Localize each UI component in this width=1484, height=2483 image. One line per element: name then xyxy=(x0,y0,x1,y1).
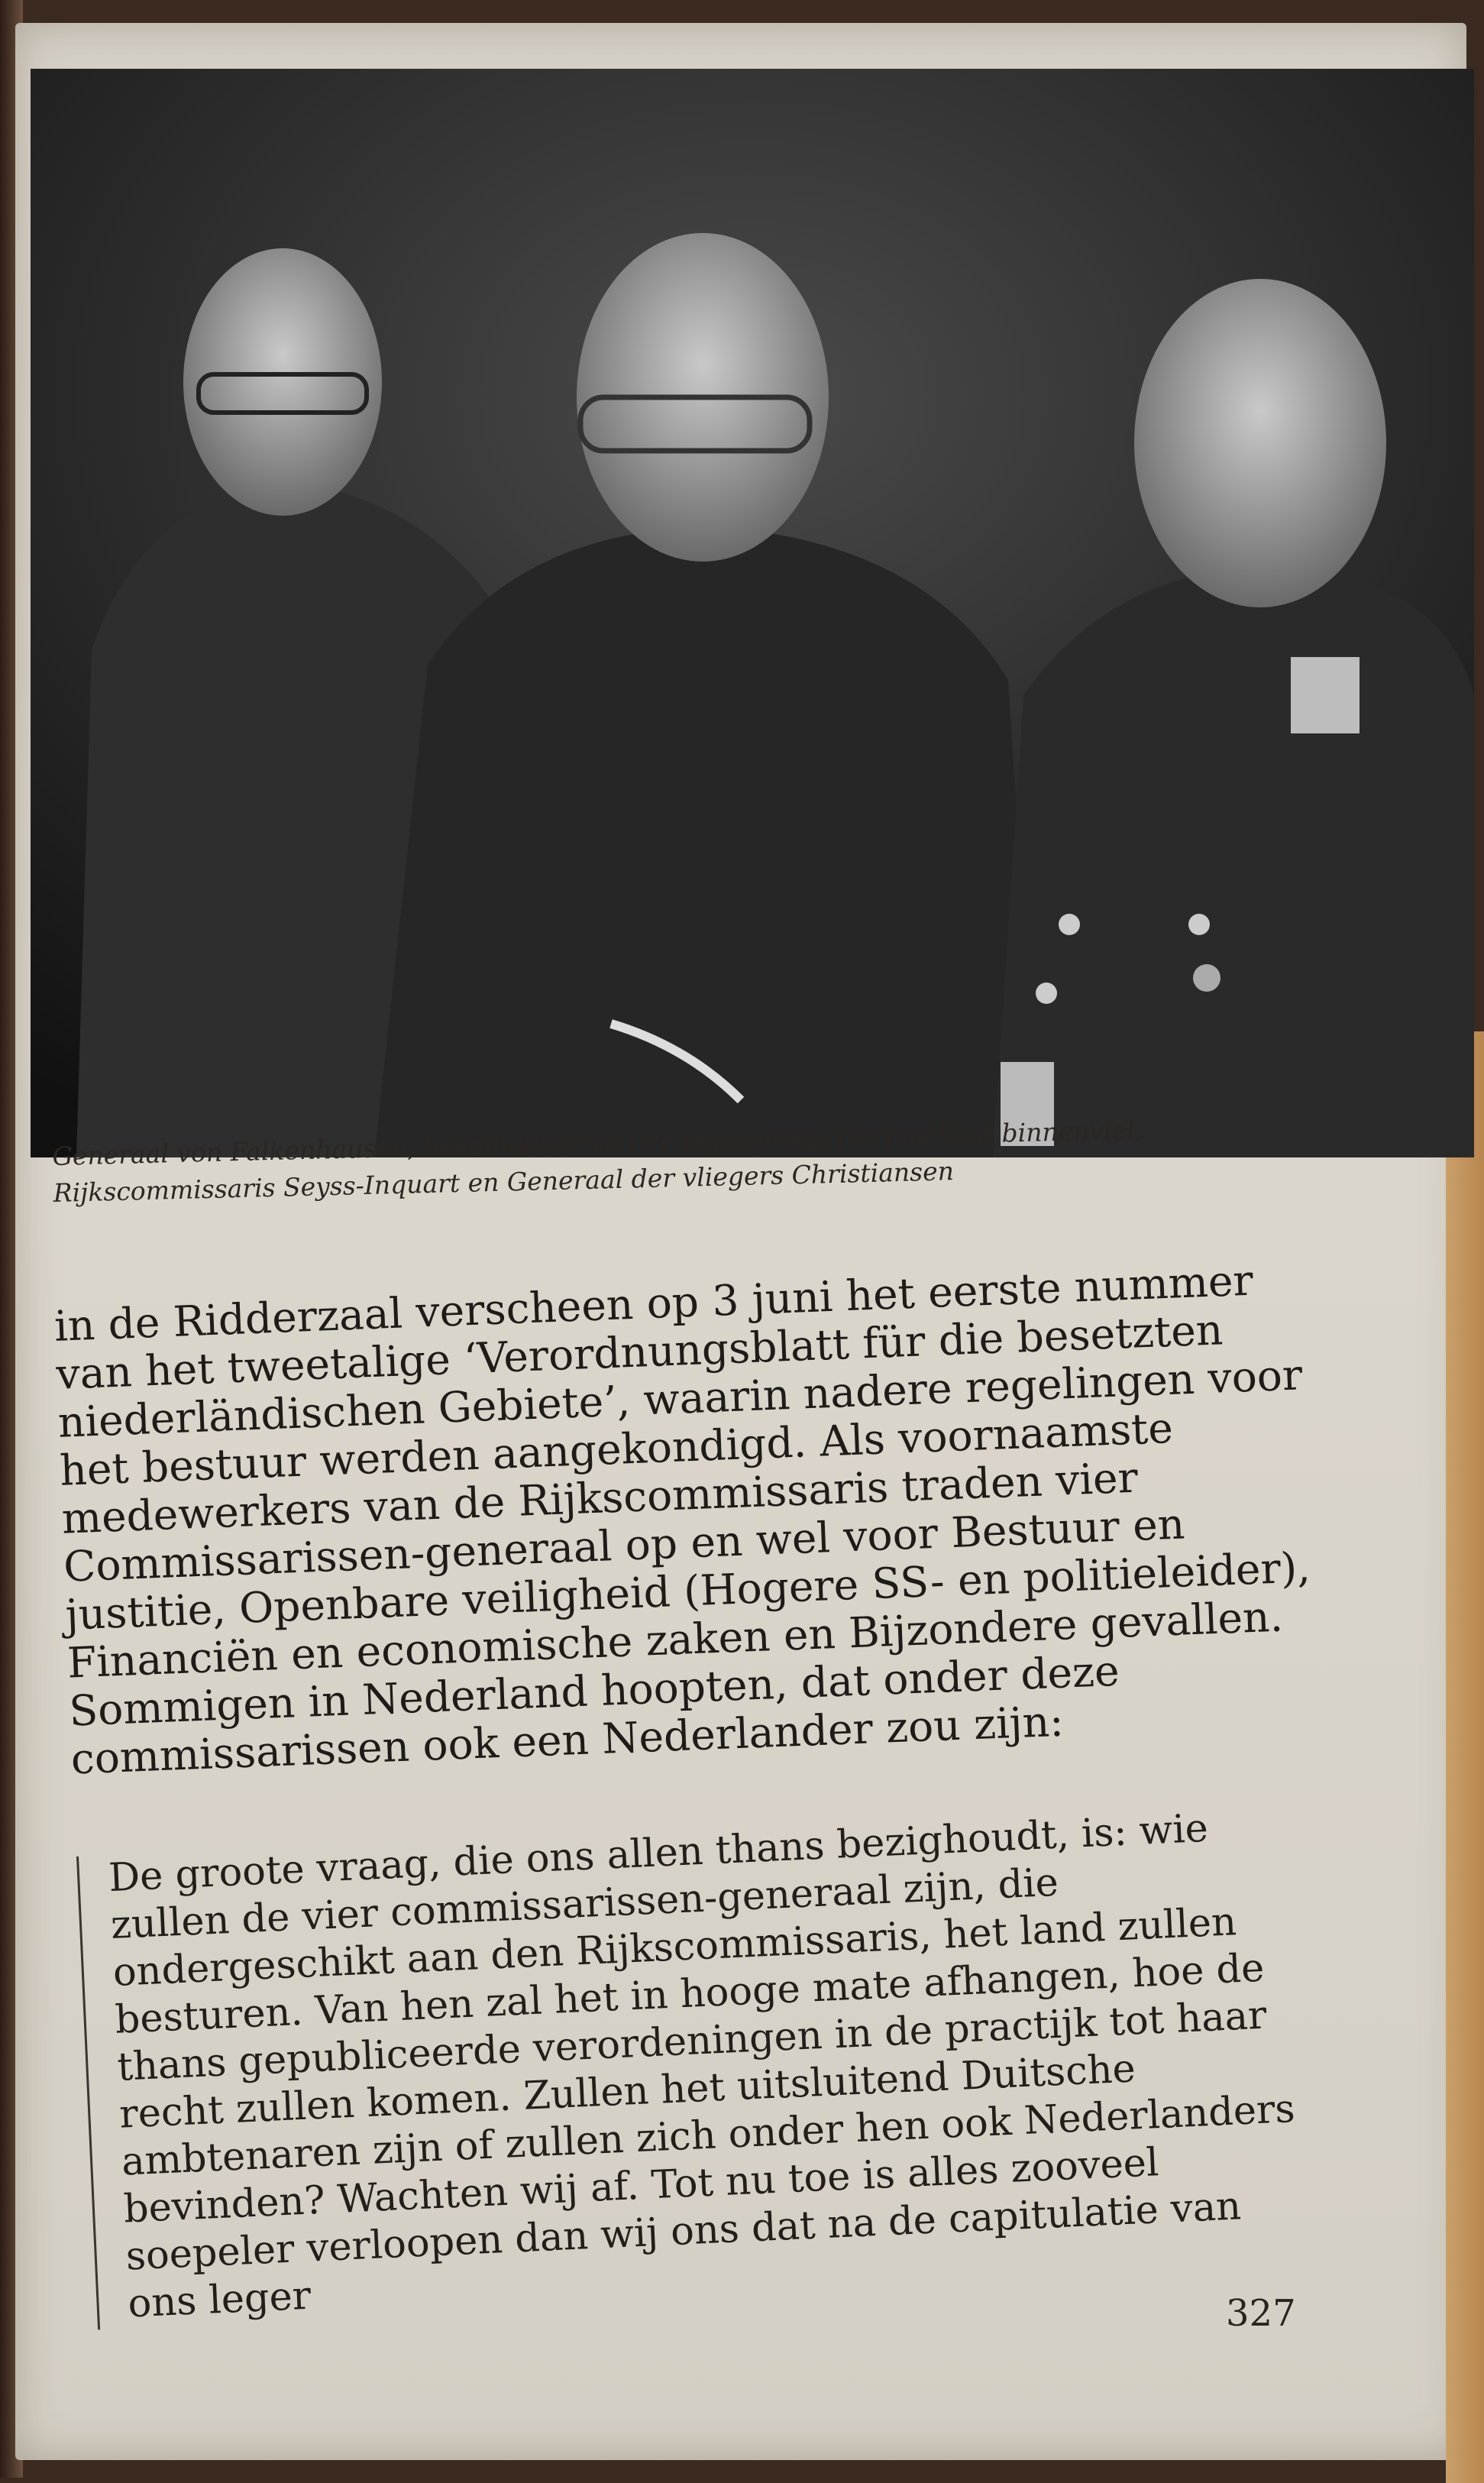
paragraph-text: in de Ridderzaal verscheen op 3 juni het eerste nummer van het tweetalige ‘Verordnungsblatt für die besetzten niederländischen Gebiete’, waarin nadere regelingen voor het bestuur werden aangekondigd. Als voornaamste medewerkers van de Rijkscommissaris traden vier Commissarissen-generaal op en wel voor Bestuur en justitie, Openbare veiligheid (Hogere SS- en politieleider), Financiën en economische zaken en Bijzondere gevallen. Sommigen in Nederland hoopten, dat onder deze commissarissen ook een Nederlander zou zijn: xyxy=(53,1255,1311,1784)
photograph xyxy=(31,69,1474,1157)
block-quote xyxy=(76,1801,1319,2329)
quote-text: De groote vraag, die ons allen thans bezighoudt, is: wie zullen de vier commissarissen-generaal zijn, die ondergeschikt aan den Rijkscommissaris, het land zullen besturen. Van hen zal het in hooge mate afhangen, hoe de thans gepubliceerde verordeningen in de practijk tot haar recht zullen komen. Zullen het uitsluitend Duitsche ambtenaren zijn of zullen zich onder hen ook Nederlanders bevinden? Wachten wij af. Tot nu toe is alles zooveel soepeler verloopen dan wij ons dat na de capitulatie van ons leger xyxy=(108,1805,1296,2327)
middle-figure xyxy=(374,527,1039,1157)
page-number: 327 xyxy=(1226,2292,1296,2335)
photograph-icon xyxy=(31,69,1474,1157)
photo-caption: Generaal von Falkenhausen, bevelhebber van de legergroep, die ons land binnenviel, Rijkscommissaris Seyss-Inquart en Generaal der vliegers Christiansen xyxy=(52,1115,1143,1208)
right-officer xyxy=(993,565,1474,1157)
body-paragraph xyxy=(53,1254,1331,1784)
left-officer-face xyxy=(183,248,382,516)
right-officer-face xyxy=(1134,279,1386,607)
page-edge xyxy=(1446,1031,1484,2483)
